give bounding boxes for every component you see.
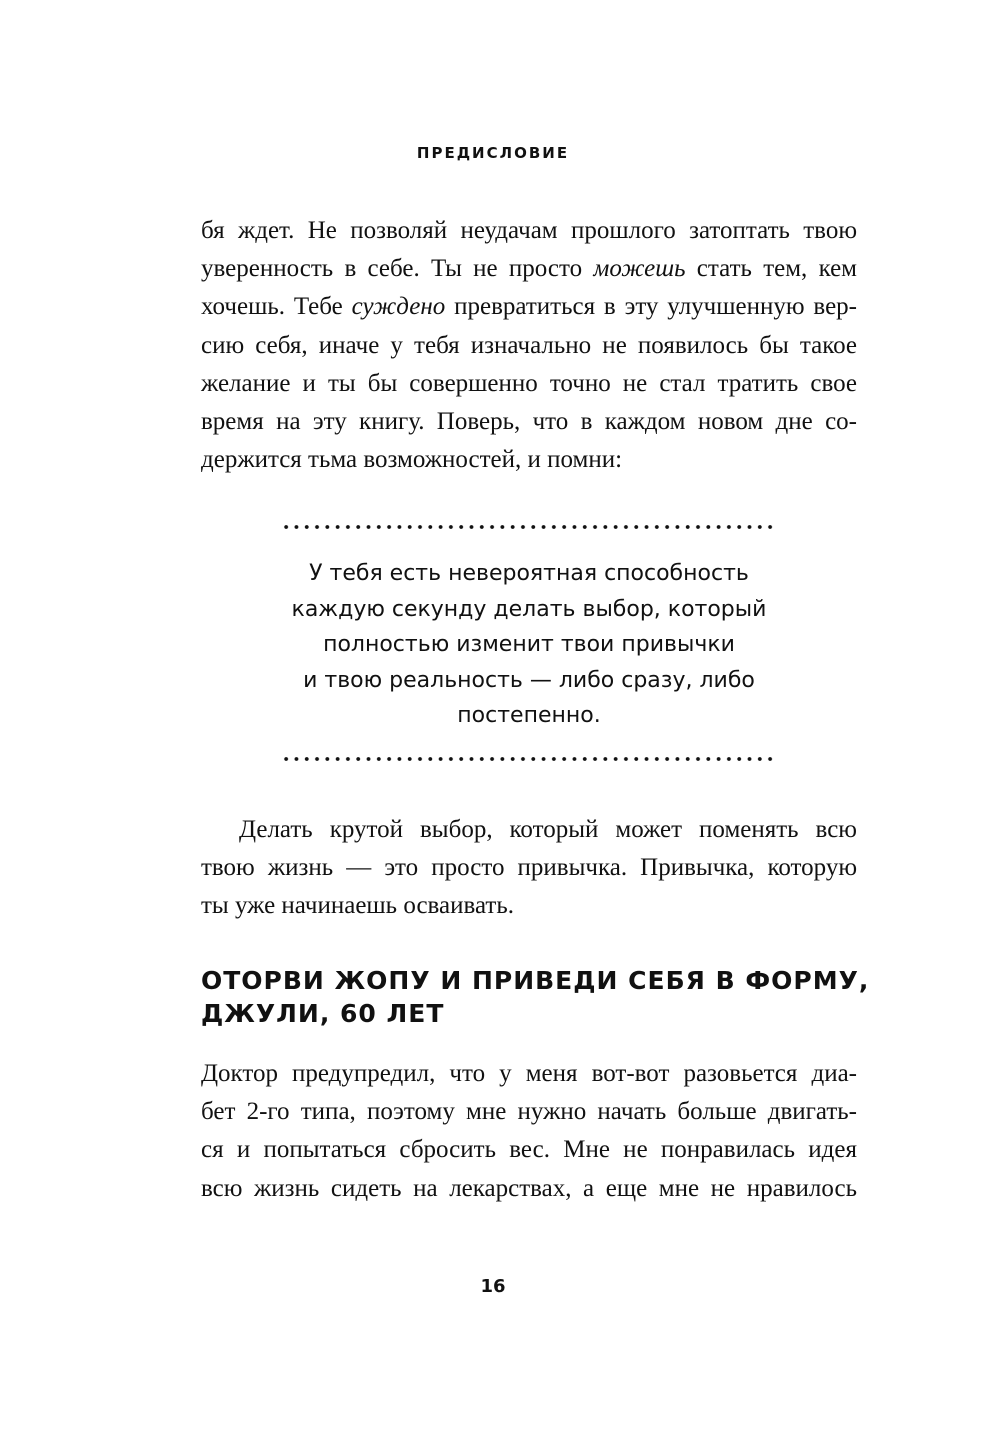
pull-quote — [201, 556, 857, 734]
paragraph-choice — [201, 811, 857, 926]
text-line: Доктор предупредил, что у меня вот-вот разовьется диа- — [201, 1060, 857, 1087]
emphasis: можешь — [593, 255, 686, 283]
section-heading — [201, 964, 881, 1030]
quote-line: постепенно. — [457, 703, 601, 728]
paragraph-story — [201, 1055, 857, 1208]
quote-line: полностью изменит твои привычки — [323, 632, 735, 657]
paragraph-continued — [201, 212, 857, 479]
text-line: ты уже начинаешь осваивать. — [201, 892, 515, 920]
text-line: твою жизнь — это просто привычка. Привычка, которую — [201, 854, 857, 882]
page-number: 16 — [480, 1276, 506, 1297]
text-line: время на эту книгу. Поверь, что в каждом новом дне со- — [201, 407, 857, 435]
quote-line: У тебя есть невероятная способность — [309, 561, 749, 586]
text-line: уверенность в себе. Ты не просто можешь стать тем, кем — [201, 255, 858, 283]
running-head: ПРЕДИСЛОВИЕ — [416, 144, 570, 162]
text-line: желание и ты бы совершенно точно не стал тратить свое — [201, 369, 857, 397]
text-line: бет 2-го типа, поэтому мне нужно начать больше двигать- — [201, 1098, 857, 1126]
text-line: Делать крутой выбор, который может поменять всю — [239, 816, 857, 843]
quote-divider-bottom — [281, 756, 777, 762]
text-line: ся и попытаться сбросить вес. Мне не понравилась идея — [201, 1136, 857, 1164]
quote-divider-top — [281, 524, 777, 530]
text-line: всю жизнь сидеть на лекарствах, а еще мне не нравилось — [201, 1174, 857, 1202]
text-line: держится тьма возможностей, и помни: — [201, 446, 623, 474]
quote-line: и твою реальность — либо сразу, либо — [303, 667, 755, 693]
emphasis: суждено — [351, 293, 446, 321]
text-line: бя ждет. Не позволяй неудачам прошлого затоптать твою — [201, 217, 857, 244]
heading-line: ОТОРВИ ЖОПУ И ПРИВЕДИ СЕБЯ В ФОРМУ, — [201, 966, 870, 995]
text-line: сию себя, иначе у тебя изначально не появилось бы такое — [201, 331, 857, 359]
text-line: хочешь. Тебе суждено превратиться в эту улучшенную вер- — [201, 293, 857, 321]
heading-line: ДЖУЛИ, 60 ЛЕТ — [201, 999, 445, 1028]
quote-line: каждую секунду делать выбор, который — [291, 596, 767, 622]
